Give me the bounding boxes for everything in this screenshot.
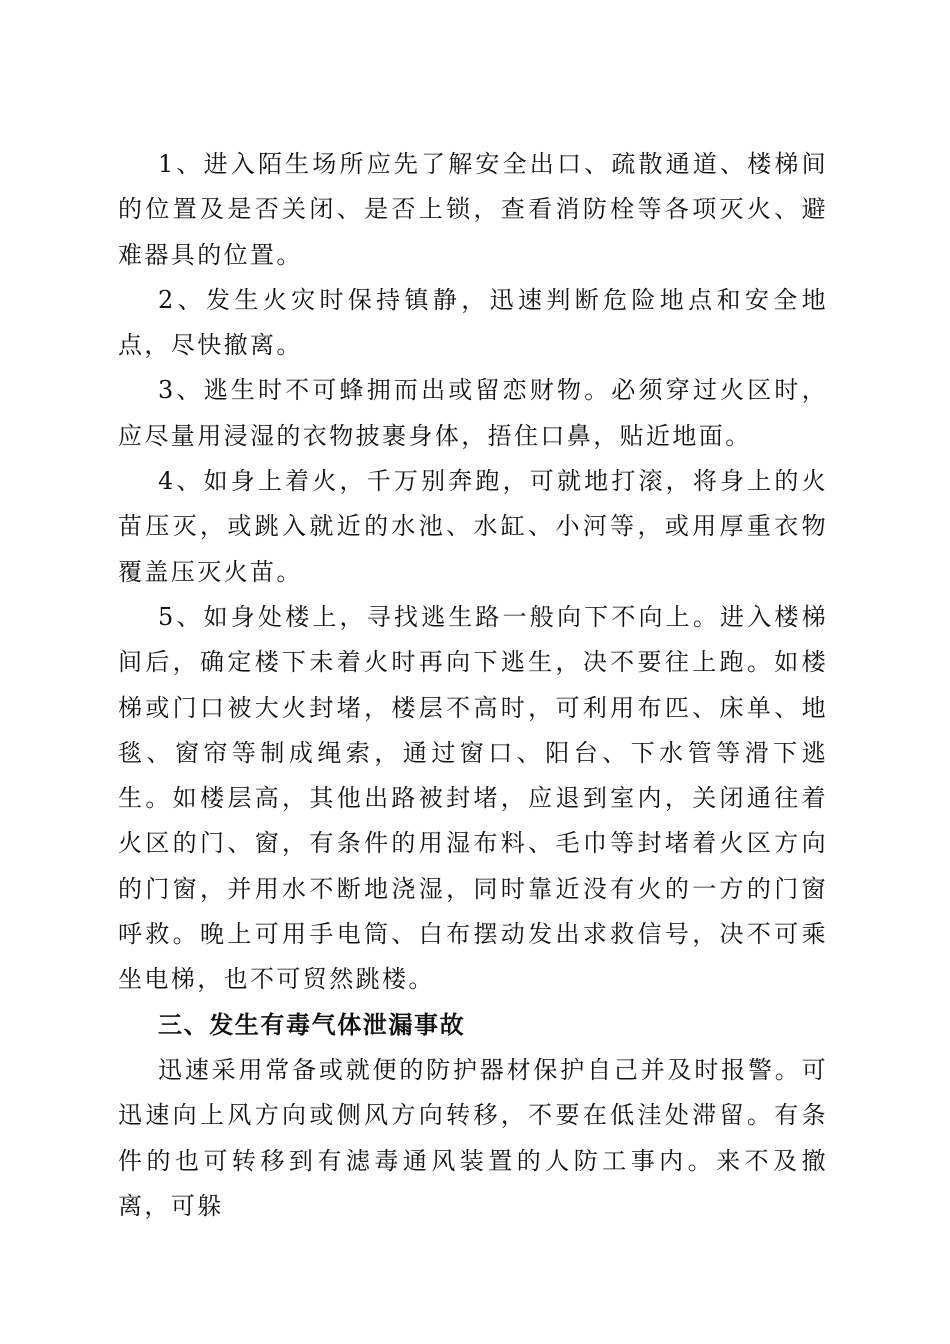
paragraph-item-1: 1、进入陌生场所应先了解安全出口、疏散通道、楼梯间的位置及是否关闭、是否上锁，查看消防栓等各项灭火、避难器具的位置。 [118, 150, 828, 269]
paragraph-item-3: 3、逃生时不可蜂拥而出或留恋财物。必须穿过火区时，应尽量用浸湿的衣物披裹身体，捂住口鼻，贴近地面。 [118, 376, 828, 450]
section-paragraph: 迅速采用常备或就便的防护器材保护自己并及时报警。可迅速向上风方向或侧风方向转移，不要在低洼处滞留。有条件的也可转移到有滤毒通风装置的人防工事内。来不及撤离，可躲 [118, 1055, 828, 1220]
paragraph-item-2: 2、发生火灾时保持镇静，迅速判断危险地点和安全地点，尽快撤离。 [118, 285, 828, 360]
paragraph-item-4: 4、如身上着火，千万别奔跑，可就地打滚，将身上的火苗压灭，或跳入就近的水池、水缸、小河等，或用厚重衣物覆盖压灭火苗。 [118, 467, 828, 586]
paragraph-item-5: 5、如身处楼上，寻找逃生路一般向下不向上。进入楼梯间后，确定楼下未着火时再向下逃生，决不要往上跑。如楼梯或门口被大火封堵，楼层不高时，可利用布匹、床单、地毯、窗帘等制成绳索，通过窗口、阳台、下水管等滑下逃生。如楼层高，其他出路被封堵，应退到室内，关闭通往着火区的门、窗，有条件的用湿布料、毛巾等封堵着火区方向的门窗，并用水不断地浇湿，同时靠近没有火的一方的门窗呼救。晚上可用手电筒、白布摆动发出求救信号，决不可乘坐电梯，也不可贸然跳楼。 [118, 602, 828, 994]
document-body [118, 142, 828, 1229]
section-heading: 三、发生有毒气体泄漏事故 [158, 1010, 466, 1039]
